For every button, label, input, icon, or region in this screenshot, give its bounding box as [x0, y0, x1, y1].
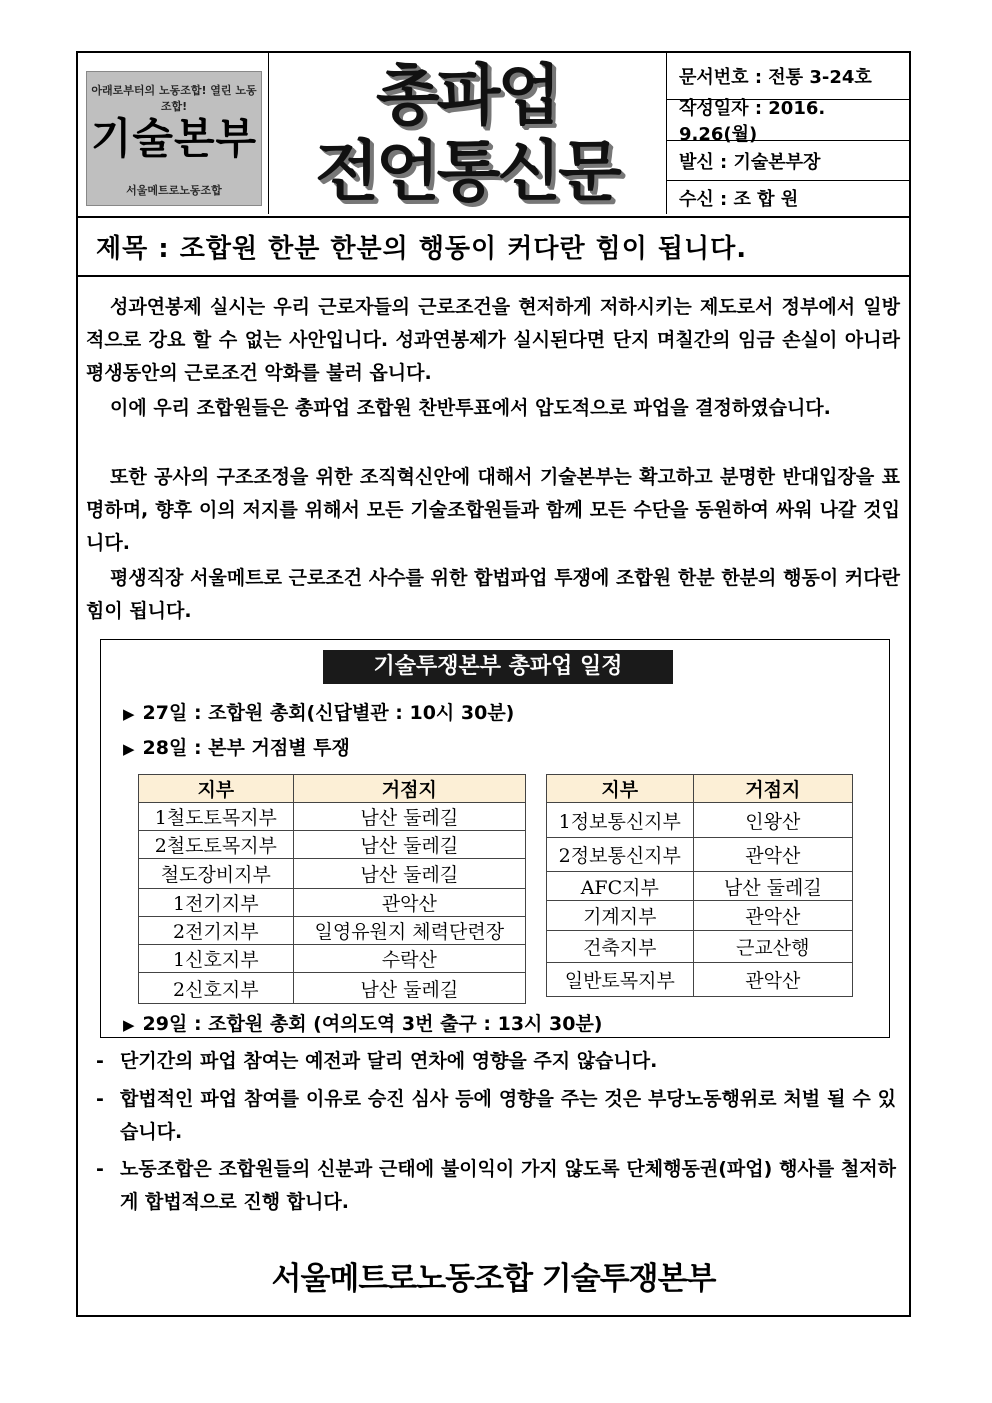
branch-cell: 2철도토목지부 — [139, 831, 294, 859]
schedule-item-27 — [123, 698, 514, 725]
branch-cell: 기계지부 — [547, 901, 694, 931]
schedule-item-text: 28일 : 본부 거점별 투쟁 — [142, 737, 350, 759]
branch-cell: AFC지부 — [547, 872, 694, 901]
site-cell: 관악산 — [693, 901, 852, 931]
branch-cell: 1정보통신지부 — [547, 803, 694, 838]
banner-line-2: 전언통신문 — [315, 133, 619, 210]
site-cell: 관악산 — [293, 889, 525, 917]
schedule-title: 기술투쟁본부 총파업 일정 — [323, 650, 673, 684]
site-cell: 근교산행 — [693, 931, 852, 963]
union-logo — [86, 71, 262, 206]
branch-cell: 2신호지부 — [139, 973, 294, 1004]
site-cell: 남산 둘레길 — [293, 831, 525, 859]
branch-cell: 철도장비지부 — [139, 859, 294, 889]
subject-bar — [78, 216, 909, 277]
schedule-item-text: 27일 : 조합원 총회(신답별관 : 10시 30분) — [142, 702, 515, 724]
logo-org: 서울메트로노동조합 — [126, 184, 222, 197]
schedule-item-text: 29일 : 조합원 총회 (여의도역 3번 출구 : 13시 30분) — [142, 1013, 603, 1035]
site-cell: 남산 둘레길 — [693, 872, 852, 901]
triangle-bullet-icon: ▶ — [123, 740, 135, 758]
site-cell: 수락산 — [293, 945, 525, 973]
logo-slogan: 아래로부터의 노동조합! 열린 노동조합! — [91, 84, 257, 113]
table-row — [139, 859, 526, 889]
col-header-branch: 지부 — [547, 775, 694, 803]
document-frame — [76, 51, 911, 1317]
note-text: 단기간의 파업 참여는 예전과 달리 연차에 영향을 주지 않습니다. — [120, 1050, 658, 1072]
table-row — [547, 963, 853, 997]
doc-date: 작성일자 : 2016. 9.26(월) — [667, 100, 909, 141]
schedule-item-29 — [123, 1009, 603, 1036]
table-row — [547, 803, 853, 838]
table-row — [139, 889, 526, 917]
site-cell: 남산 둘레길 — [293, 803, 525, 831]
site-cell: 일영유원지 체력단련장 — [293, 917, 525, 945]
doc-number: 문서번호 : 전통 3-24호 — [667, 53, 909, 100]
table-row — [139, 917, 526, 945]
paragraph-2: 이에 우리 조합원들은 총파업 조합원 찬반투표에서 압도적으로 파업을 결정하였습니다. — [110, 397, 831, 419]
banner-title — [268, 53, 667, 214]
document-header — [78, 53, 909, 218]
strike-schedule-box — [100, 639, 890, 1038]
doc-recipient: 수신 : 조 합 원 — [679, 188, 799, 210]
dash-bullet-icon: - — [96, 1158, 104, 1180]
triangle-bullet-icon: ▶ — [123, 705, 135, 723]
paragraph-3: 또한 공사의 구조조정을 위한 조직혁신안에 대해서 기술본부는 확고하고 분명한 반대입장을 표명하며, 향후 이의 저지를 위해서 모든 기술조합원들과 함께 모든 수단을 동원하여 싸워 나갈 것입니다. — [86, 466, 900, 554]
note-1 — [96, 1045, 896, 1078]
site-cell: 관악산 — [693, 838, 852, 872]
table-row — [547, 901, 853, 931]
note-text: 합법적인 파업 참여를 이유로 승진 심사 등에 영향을 주는 것은 부당노동행위로 처벌 될 수 있습니다. — [120, 1088, 896, 1143]
table-row — [139, 803, 526, 831]
col-header-site: 거점지 — [293, 775, 525, 803]
branch-cell: 2전기지부 — [139, 917, 294, 945]
col-header-branch: 지부 — [139, 775, 294, 803]
table-row — [547, 931, 853, 963]
table-row — [139, 945, 526, 973]
note-3 — [96, 1153, 896, 1219]
subject-text: 제목 : 조합원 한분 한분의 행동이 커다란 힘이 됩니다. — [96, 234, 748, 264]
banner-line-1: 총파업 — [375, 57, 559, 134]
dash-bullet-icon: - — [96, 1088, 104, 1110]
site-cell: 남산 둘레길 — [293, 973, 525, 1004]
branch-cell: 2정보통신지부 — [547, 838, 694, 872]
branch-table-left — [138, 774, 526, 1004]
col-header-site: 거점지 — [693, 775, 852, 803]
document-meta — [667, 53, 909, 214]
branch-cell: 건축지부 — [547, 931, 694, 963]
triangle-bullet-icon: ▶ — [123, 1016, 135, 1034]
table-row — [139, 973, 526, 1004]
branch-cell: 일반토목지부 — [547, 963, 694, 997]
paragraph-4: 평생직장 서울메트로 근로조건 사수를 위한 합법파업 투쟁에 조합원 한분 한분의 행동이 커다란 힘이 됩니다. — [86, 567, 900, 622]
site-cell: 인왕산 — [693, 803, 852, 838]
footer-signature: 서울메트로노동조합 기술투쟁본부 — [271, 1261, 716, 1297]
table-row — [547, 838, 853, 872]
note-text: 노동조합은 조합원들의 신분과 근태에 불이익이 가지 않도록 단체행동권(파업) 행사를 철저하게 합법적으로 진행 합니다. — [120, 1158, 896, 1213]
table-row — [139, 831, 526, 859]
schedule-item-28 — [123, 733, 350, 760]
dash-bullet-icon: - — [96, 1050, 104, 1072]
paragraph-1: 성과연봉제 실시는 우리 근로자들의 근로조건을 현저하게 저하시키는 제도로서 정부에서 일방적으로 강요 할 수 없는 사안입니다. 성과연봉제가 실시된다면 단지 며칠간의 임금 손실이 아니라 평생동안의 근로조건 악화를 불러 옵니다. — [86, 296, 900, 384]
table-row — [547, 872, 853, 901]
site-cell: 남산 둘레길 — [293, 859, 525, 889]
logo-cell — [78, 53, 269, 214]
doc-sender: 발신 : 기술본부장 — [667, 141, 909, 181]
note-2 — [96, 1083, 896, 1149]
branch-table-right — [546, 774, 853, 997]
branch-cell: 1전기지부 — [139, 889, 294, 917]
branch-cell: 1신호지부 — [139, 945, 294, 973]
site-cell: 관악산 — [693, 963, 852, 997]
logo-title: 기술본부 — [90, 114, 258, 163]
branch-cell: 1철도토목지부 — [139, 803, 294, 831]
